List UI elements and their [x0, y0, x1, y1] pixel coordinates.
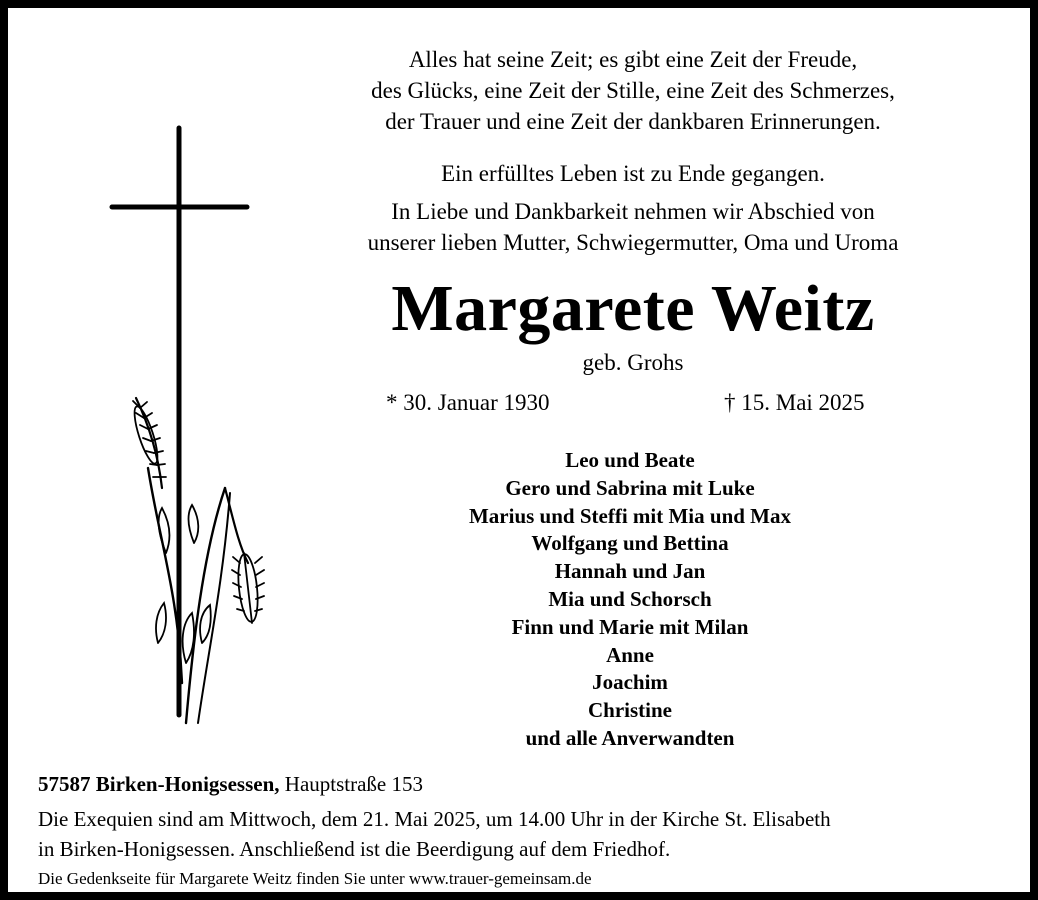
opening-poem — [308, 44, 958, 137]
intro-line: unserer lieben Mutter, Schwiegermutter, Oma und Uroma — [367, 230, 899, 255]
poem-line: des Glücks, eine Zeit der Stille, eine Zeit des Schmerzes, — [371, 78, 895, 103]
mourner-line: Marius und Steffi mit Mia und Max — [468, 503, 791, 528]
mourner-line: Leo und Beate — [565, 448, 695, 472]
intro-line: In Liebe und Dankbarkeit nehmen wir Abschied von — [391, 199, 875, 224]
mourner-line: Gero und Sabrina mit Luke — [505, 475, 755, 500]
intro-line: Ein erfülltes Leben ist zu Ende gegangen. — [441, 161, 825, 186]
poem-line: der Trauer und eine Zeit der dankbaren Erinnerungen. — [385, 109, 881, 134]
address-place: 57587 Birken-Honigsessen, — [38, 772, 280, 796]
mourner-line: Anne — [606, 642, 654, 667]
mourner-line: Christine — [588, 698, 672, 723]
address-street: Hauptstraße 153 — [284, 772, 423, 796]
deceased-name: Margarete Weitz — [391, 272, 875, 345]
mourners-list — [388, 447, 872, 753]
memorial-page-note: Die Gedenkseite für Margarete Weitz finden Sie unter www.trauer-gemeinsam.de — [38, 869, 592, 888]
funeral-line: in Birken-Honigsessen. Anschließend ist die Beerdigung auf dem Friedhof. — [38, 837, 671, 861]
mourner-line: Finn und Marie mit Milan — [511, 614, 749, 639]
mourner-line: Mia und Schorsch — [548, 586, 712, 611]
funeral-info — [38, 804, 831, 864]
funeral-line: Die Exequien sind am Mittwoch, dem 21. Mai 2025, um 14.00 Uhr in der Kirche St. Elisabeth — [38, 807, 831, 831]
mourner-line: Wolfgang und Bettina — [531, 531, 729, 556]
poem-line: Alles hat seine Zeit; es gibt eine Zeit der Freude, — [408, 47, 858, 72]
mourner-line: und alle Anverwandten — [525, 725, 735, 750]
mourner-line: Hannah und Jan — [554, 559, 706, 584]
maiden-name: geb. Grohs — [582, 350, 684, 375]
intro-text — [288, 158, 978, 258]
address — [38, 770, 423, 798]
death-date: † 15. Mai 2025 — [724, 390, 865, 415]
mourner-line: Joachim — [592, 670, 668, 695]
cross-with-wheat-icon — [98, 123, 288, 738]
birth-date: * 30. Januar 1930 — [386, 390, 550, 415]
